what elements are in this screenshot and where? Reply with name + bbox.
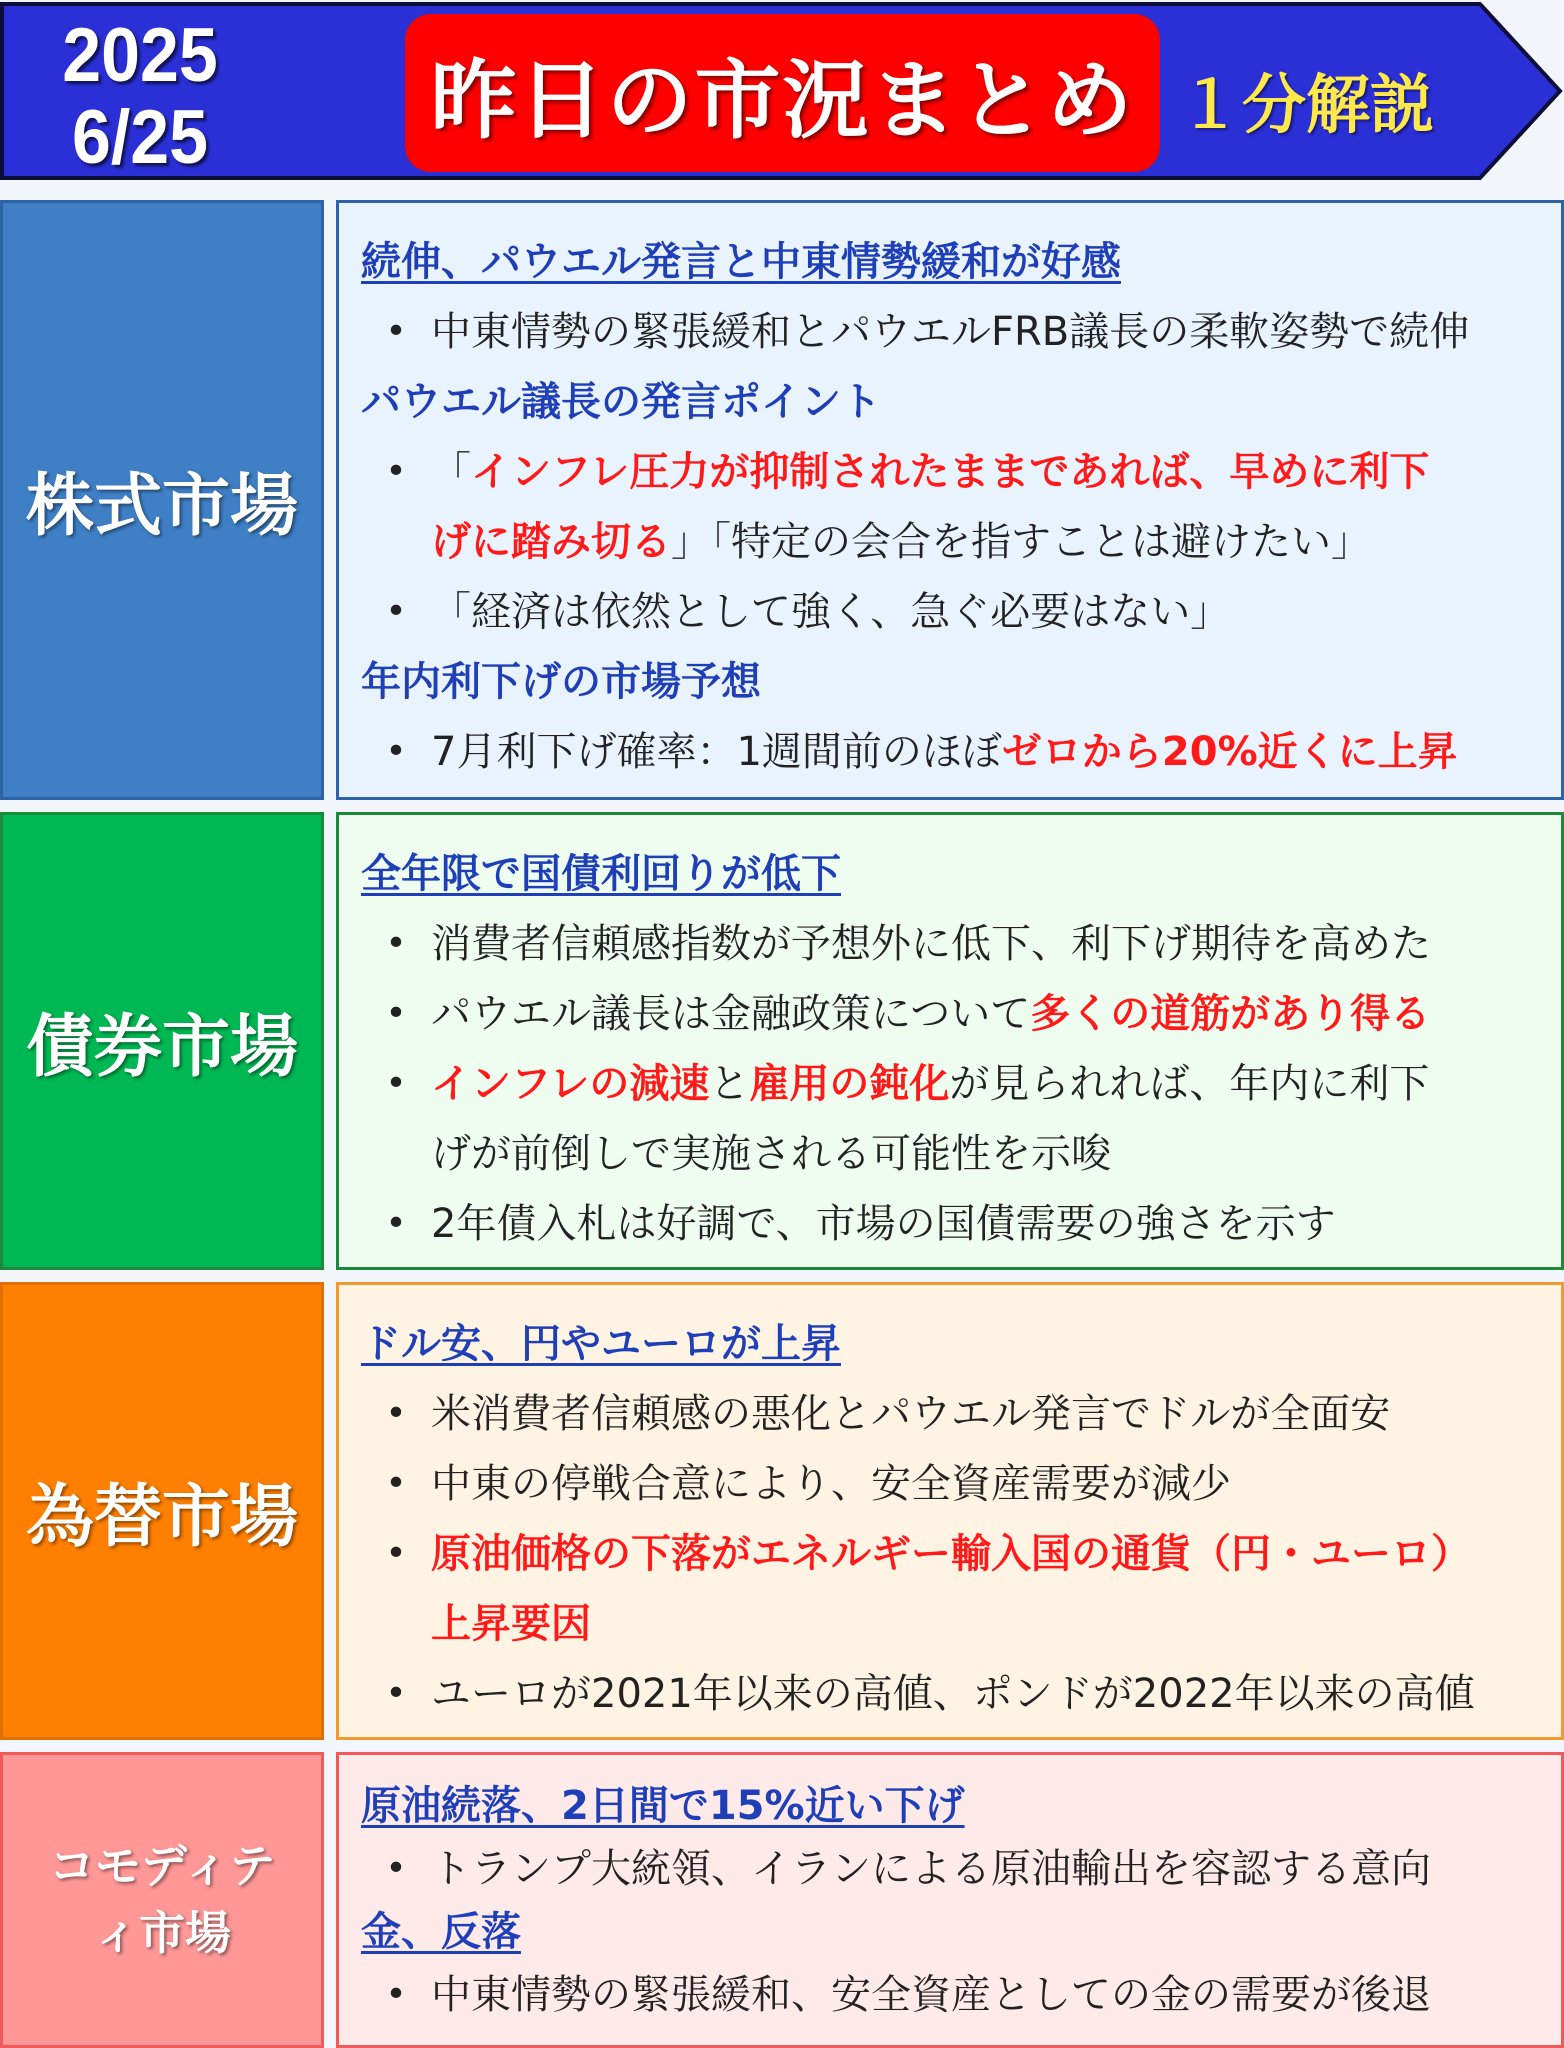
list-item: • 中東情勢の緊張緩和とパウエルFRB議長の柔軟姿勢で続伸: [361, 297, 1541, 367]
bullet-dot: •: [385, 731, 407, 772]
bullet-dot: •: [385, 311, 407, 352]
list-item: • 中東の停戦合意により、安全資産需要が減少: [361, 1449, 1541, 1519]
list-item: • インフレの減速と雇用の鈍化が見られれば、年内に利下 げが前倒しで実施される可能性を示唆: [361, 1049, 1541, 1189]
list-item: • ユーロが2021年以来の高値、ポンドが2022年以来の高値: [361, 1659, 1541, 1729]
bullet-dot: •: [385, 1533, 407, 1574]
subtitle: １分解説: [1178, 69, 1434, 143]
bullet-dot: •: [385, 993, 407, 1034]
section-content-stock: [336, 200, 1564, 800]
stock-subheading-forecast: 年内利下げの市場予想: [361, 659, 761, 705]
bullet-dot: •: [385, 1848, 407, 1889]
commodity-headline-oil[interactable]: 原油続落、2日間で15%近い下げ: [361, 1783, 965, 1829]
stock-headline[interactable]: 続伸、パウエル発言と中東情勢緩和が好感: [361, 239, 1121, 285]
bullet-dot: •: [385, 1393, 407, 1434]
list-item: • 「経済は依然として強く、急ぐ必要はない」: [361, 577, 1541, 647]
bullet-dot: •: [385, 591, 407, 632]
section-fx-market: [0, 1282, 1564, 1740]
section-label-stock: 株式市場: [0, 200, 324, 800]
section-label-bond: 債券市場: [0, 812, 324, 1270]
list-item: • 7月利下げ確率：1週間前のほぼゼロから20%近くに上昇: [361, 717, 1541, 787]
page-title: 昨日の市況まとめ: [430, 51, 1135, 151]
bullet-dot: •: [385, 1463, 407, 1504]
bullet-dot: •: [385, 451, 407, 492]
section-content-fx: [336, 1282, 1564, 1740]
stock-subheading-powell: パウエル議長の発言ポイント: [361, 379, 881, 425]
section-bond-market: [0, 812, 1564, 1270]
bullet-dot: •: [385, 1203, 407, 1244]
bullet-dot: •: [385, 1063, 407, 1104]
section-content-bond: [336, 812, 1564, 1270]
section-label-fx: 為替市場: [0, 1282, 324, 1740]
bullet-dot: •: [385, 1673, 407, 1714]
list-item: • 消費者信頼感指数が予想外に低下、利下げ期待を高めた: [361, 909, 1541, 979]
list-item: • 原油価格の下落がエネルギー輸入国の通貨（円・ユーロ） 上昇要因: [361, 1519, 1541, 1659]
date-month-day: 6/25: [71, 95, 209, 180]
section-commodity-market: [0, 1752, 1564, 2048]
list-item: • 中東情勢の緊張緩和、安全資産としての金の需要が後退: [361, 1963, 1541, 2027]
bullet-dot: •: [385, 923, 407, 964]
list-item: • 2年債入札は好調で、市場の国債需要の強さを示す: [361, 1189, 1541, 1259]
date-year: 2025: [62, 13, 218, 98]
section-label-commodity: コモディテ ィ市場: [0, 1752, 324, 2048]
header-banner: [0, 0, 1564, 180]
fx-headline[interactable]: ドル安、円やユーロが上昇: [361, 1321, 841, 1367]
title-box: [405, 14, 1160, 172]
list-item: • 米消費者信頼感の悪化とパウエル発言でドルが全面安: [361, 1379, 1541, 1449]
section-content-commodity: [336, 1752, 1564, 2048]
bond-headline[interactable]: 全年限で国債利回りが低下: [361, 851, 841, 897]
list-item: • トランプ大統領、イランによる原油輸出を容認する意向: [361, 1837, 1541, 1901]
list-item: • パウエル議長は金融政策について多くの道筋があり得る: [361, 979, 1541, 1049]
commodity-headline-gold[interactable]: 金、反落: [361, 1909, 521, 1955]
bullet-dot: •: [385, 1974, 407, 2015]
list-item: • 「インフレ圧力が抑制されたままであれば、早めに利下 げに踏み切る」「特定の会合を指すことは避けたい」: [361, 437, 1541, 577]
section-stock-market: [0, 200, 1564, 800]
